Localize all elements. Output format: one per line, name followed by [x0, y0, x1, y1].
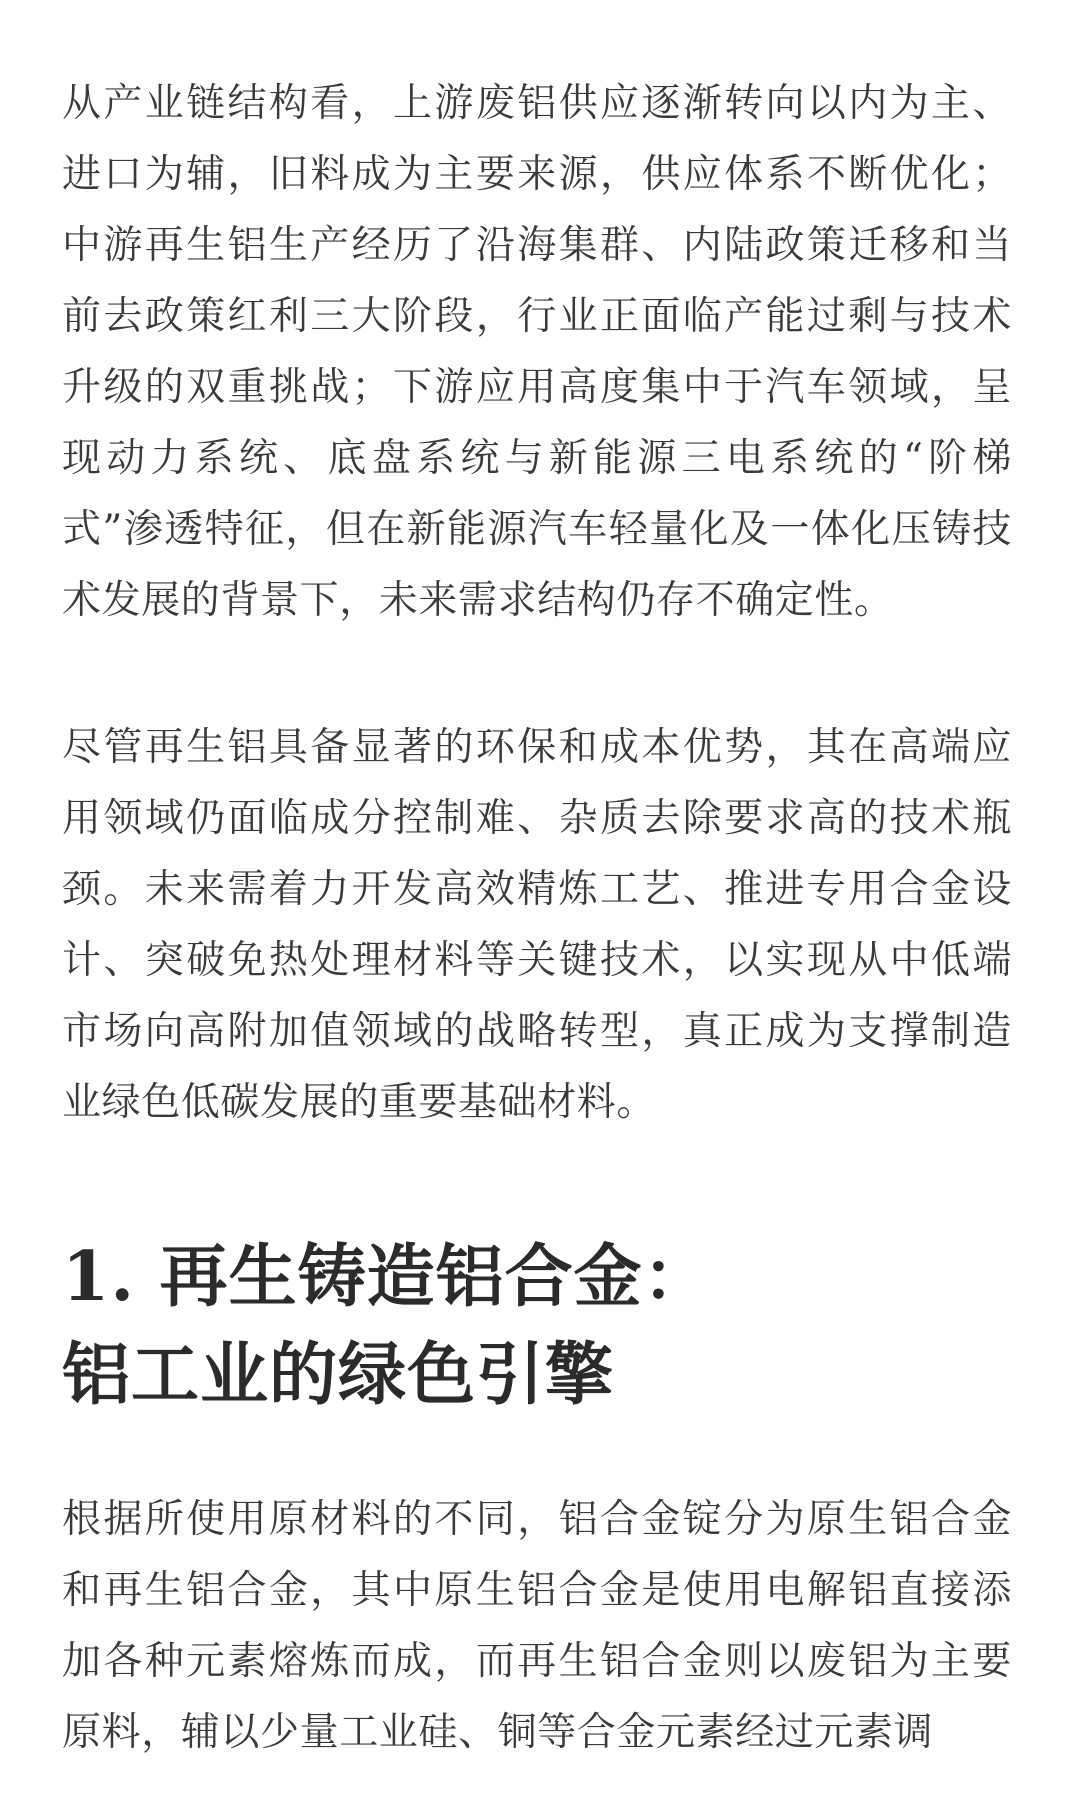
section-heading-line-2: 铝工业的绿色引擎	[62, 1335, 615, 1415]
paragraph-industry-chain: 从产业链结构看，上游废铝供应逐渐转向以内为主、进口为辅，旧料成为主要来源，供应体系不断优化；中游再生铝生产经历了沿海集群、内陆政策迁移和当前去政策红利三大阶段，行业正面临产能过剩与技术升级的双重挑战；下游应用高度集中于汽车领域，呈现动力系统、底盘系统与新能源三电系统的“阶梯式”渗透特征，但在新能源汽车轻量化及一体化压铸技术发展的背景下，未来需求结构仍存不确定性。	[62, 81, 1012, 623]
paragraph-technical-bottleneck: 尽管再生铝具备显著的环保和成本优势，其在高端应用领域仍面临成分控制难、杂质去除要求高的技术瓶颈。未来需着力开发高效精炼工艺、推进专用合金设计、突破免热处理材料等关键技术，以实现从中低端市场向高附加值领域的战略转型，真正成为支撑制造业绿色低碳发展的重要基础材料。	[62, 725, 1012, 1125]
section-heading	[62, 1228, 1012, 1424]
section-heading-line-1: 1. 再生铸造铝合金：	[62, 1237, 712, 1317]
article-body	[62, 68, 1012, 1768]
paragraph-alloy-classification: 根据所使用原材料的不同，铝合金锭分为原生铝合金和再生铝合金，其中原生铝合金是使用电解铝直接添加各种元素熔炼而成，而再生铝合金则以废铝为主要原料，辅以少量工业硅、铜等合金元素经过元素调	[62, 1497, 1012, 1755]
